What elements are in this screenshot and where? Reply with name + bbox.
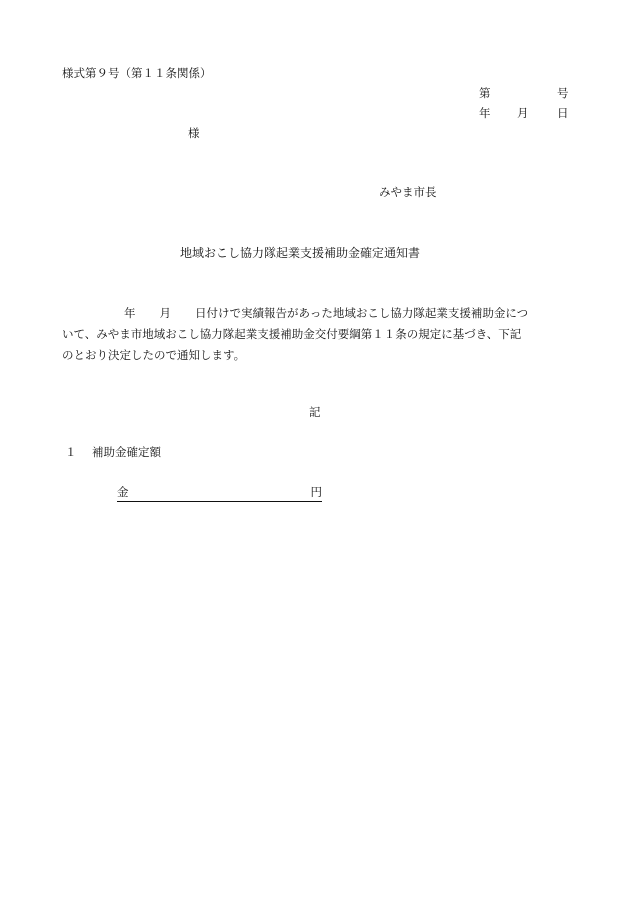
body-line-1: [62, 308, 528, 320]
issuer-name: みやま市長: [379, 185, 437, 199]
body-month-label: 月: [159, 306, 171, 320]
amount-suffix: 円: [310, 485, 322, 499]
date-year-label: 年: [479, 106, 491, 120]
body-year-label: 年: [124, 306, 136, 320]
date-day-label: 日: [557, 106, 569, 120]
body-line-3: のとおり決定したので通知します。: [62, 348, 246, 362]
amount-prefix: 金: [117, 485, 129, 499]
body-line-2: いて、みやま市地域おこし協力隊起業支援補助金交付要綱第１１条の規定に基づき、下記: [62, 327, 522, 341]
form-number: 様式第９号（第１１条関係）: [62, 66, 212, 80]
addressee-honorific: 様: [188, 126, 200, 140]
item-number: １: [65, 445, 77, 459]
document-number-suffix: 号: [557, 86, 569, 100]
amount-field: [117, 487, 322, 502]
notes-heading: 記: [309, 405, 321, 419]
document-title: 地域おこし協力隊起業支援補助金確定通知書: [180, 246, 421, 260]
document-number-prefix: 第: [479, 86, 491, 100]
item-label: 補助金確定額: [92, 445, 161, 459]
date-month-label: 月: [517, 106, 529, 120]
body-line-1-text: 日付けで実績報告があった地域おこし協力隊起業支援補助金につ: [195, 306, 529, 320]
